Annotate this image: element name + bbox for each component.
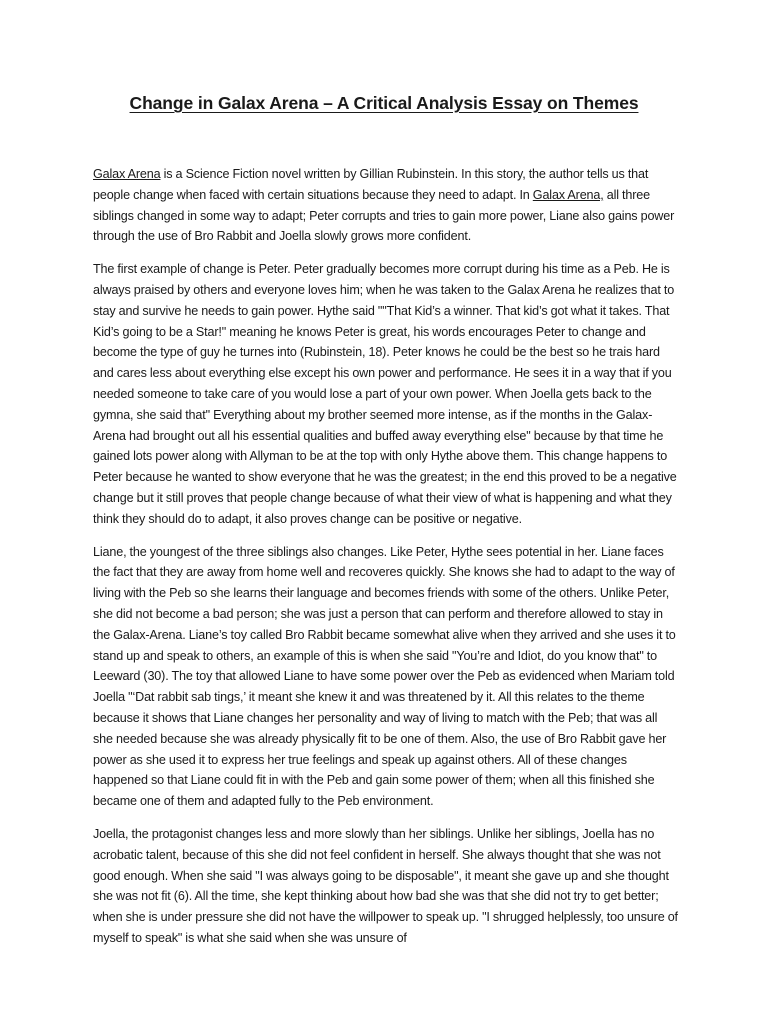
- book-title-reference: Galax Arena,: [532, 187, 604, 202]
- intro-text-part: is a Science Fiction novel written by Gillian Rubinstein. In this story, the author tells us that people change when faced with certain situations because they need to adapt. In: [93, 167, 649, 202]
- book-title-reference: Galax Arena: [93, 167, 161, 181]
- paragraph-liane: Liane, the youngest of the three siblings also changes. Like Peter, Hythe sees potential in her. Liane faces the fact that they are away from home well and recoveres quickly. She knows she had to adapt to the way of living with the Peb so she learns their language and becomes friends with some of the others. Unlike Peter, she did not become a bad person; she was just a person that can perform and therefore allowed to stay in the Galax-Arena. Liane’s toy called Bro Rabbit became somewhat alive when they arrived and she uses it to stand up and speak to others, an example of this is when she said "You’re and Idiot, do you know that" to Leeward (30). The toy that allowed Liane to have some power over the Peb as evidenced when Mariam told Joella "‘Dat rabbit sab tings,’ it meant she knew it and was threatened by it. All this relates to the theme because it shows that Liane changes her personality and way of living to match with the Peb; that was all she needed because she was already physically fit to be one of them. Also, the use of Bro Rabbit gave her power as she used it to express her true feelings and speak up against others. All of these changes happened so that Liane could fit in with the Peb and gain some power of them; when all this finished she became one of them and adapted fully to the Peb environment.: [93, 544, 676, 809]
- paragraph-intro: [93, 164, 679, 247]
- essay-title: Change in Galax Arena – A Critical Analysis Essay on Themes: [129, 93, 639, 113]
- essay-body: [93, 164, 679, 961]
- paragraph-peter: The first example of change is Peter. Peter gradually becomes more corrupt during his time as a Peb. He is always praised by others and everyone loves him; when he was taken to the Galax Arena he realizes that to stay and survive he needs to gain power. Hythe said ""That Kid’s a winner. That kid’s got what it takes. That Kid’s going to be a Star!" meaning he knows Peter is great, his words encourages Peter to change and become the type of guy he turnes into (Rubinstein, 18). Peter knows he could be the best so he trais hard and cares less about everything else except his own power and performance. He sees it in a way that if you needed someone to take care of you would lose a part of your own power. When Joella gets back to the gymna, she said that" Everything about my brother seemed more intense, as if the months in the Galax-Arena had brought out all his essential qualities and buffed away everything else" because by that time he gained lots power along with Allyman to be at the top with only Hythe above them. This change happens to Peter because he wanted to show everyone that he was the greatest; in the end this proved to be a negative change but it still proves that people change because of what their view of what is happening and what they think they should do to adapt, it also proves change can be positive or negative.: [93, 262, 677, 526]
- intro-text-part: all three siblings changed in some way to adapt; Peter corrupts and tries to gain more power, Liane also gains power through the use of Bro Rabbit and Joella slowly grows more confident.: [93, 187, 675, 244]
- paragraph-joella: Joella, the protagonist changes less and more slowly than her siblings. Unlike her siblings, Joella has no acrobatic talent, because of this she did not feel confident in herself. She always thought that she was not good enough. When she said "I was always going to be disposable", it meant she gave up and she thought she was not fit (6). All the time, she kept thinking about how bad she was that she did not try to get better; when she is under pressure she did not have the willpower to speak up. "I shrugged helplessly, too unsure of myself to speak" is what she said when she was unsure of: [93, 826, 678, 945]
